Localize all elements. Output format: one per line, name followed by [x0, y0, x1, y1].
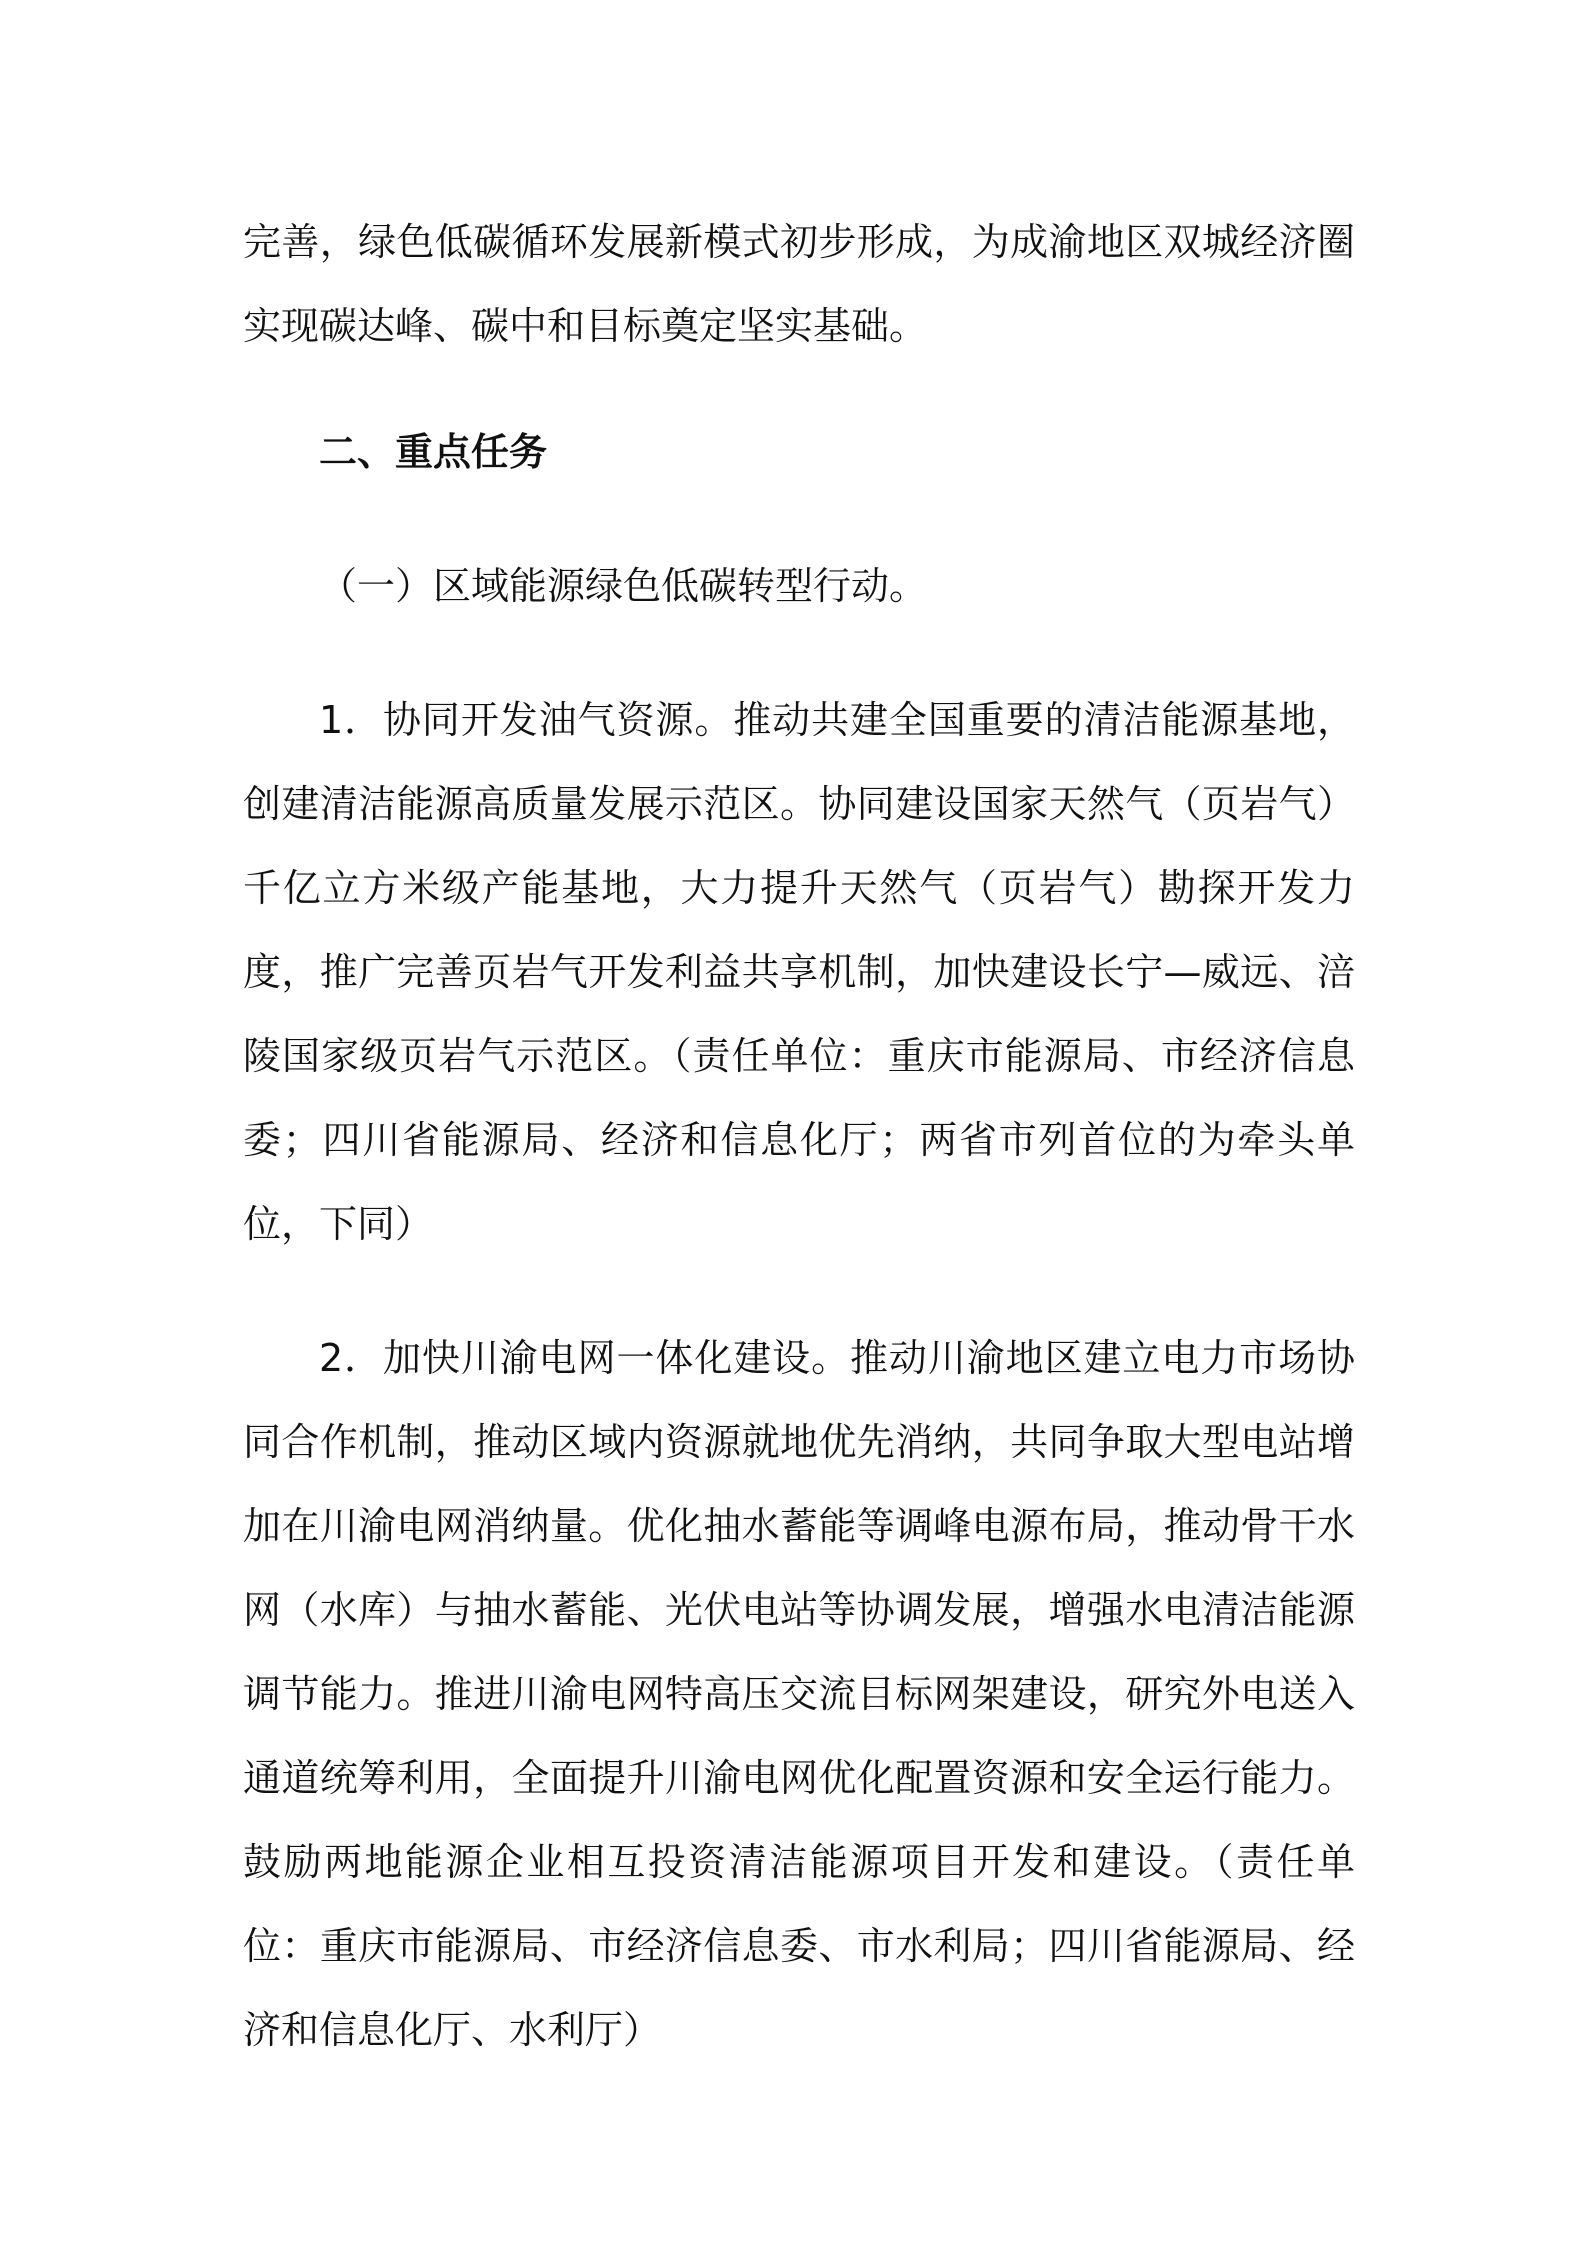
paragraph-continuation: 完善，绿色低碳循环发展新模式初步形成，为成渝地区双城经济圈实现碳达峰、碳中和目标奠定坚实基础。: [243, 220, 1355, 348]
task-item-1: 1．协同开发油气资源。推动共建全国重要的清洁能源基地，创建清洁能源高质量发展示范区。协同建设国家天然气（页岩气）千亿立方米级产能基地，大力提升天然气（页岩气）勘探开发力度，推广完善页岩气开发利益共享机制，加快建设长宁—威远、涪陵国家级页岩气示范区。（责任单位：重庆市能源局、市经济信息委；四川省能源局、经济和信息化厅；两省市列首位的为牵头单位，下同）: [243, 698, 1355, 1246]
subsection-heading: （一）区域能源绿色低碳转型行动。: [319, 564, 928, 608]
task-item-2: 2．加快川渝电网一体化建设。推动川渝地区建立电力市场协同合作机制，推动区域内资源就地优先消纳，共同争取大型电站增加在川渝电网消纳量。优化抽水蓄能等调峰电源布局，推动骨干水网（水库）与抽水蓄能、光伏电站等协调发展，增强水电清洁能源调节能力。推进川渝电网特高压交流目标网架建设，研究外电送入通道统筹利用，全面提升川渝电网优化配置资源和安全运行能力。鼓励两地能源企业相互投资清洁能源项目开发和建设。（责任单位：重庆市能源局、市经济信息委、市水利局；四川省能源局、经济和信息化厅、水利厅）: [243, 1336, 1355, 2052]
document-body: [243, 200, 1355, 2072]
section-heading: 二、重点任务: [319, 430, 548, 474]
